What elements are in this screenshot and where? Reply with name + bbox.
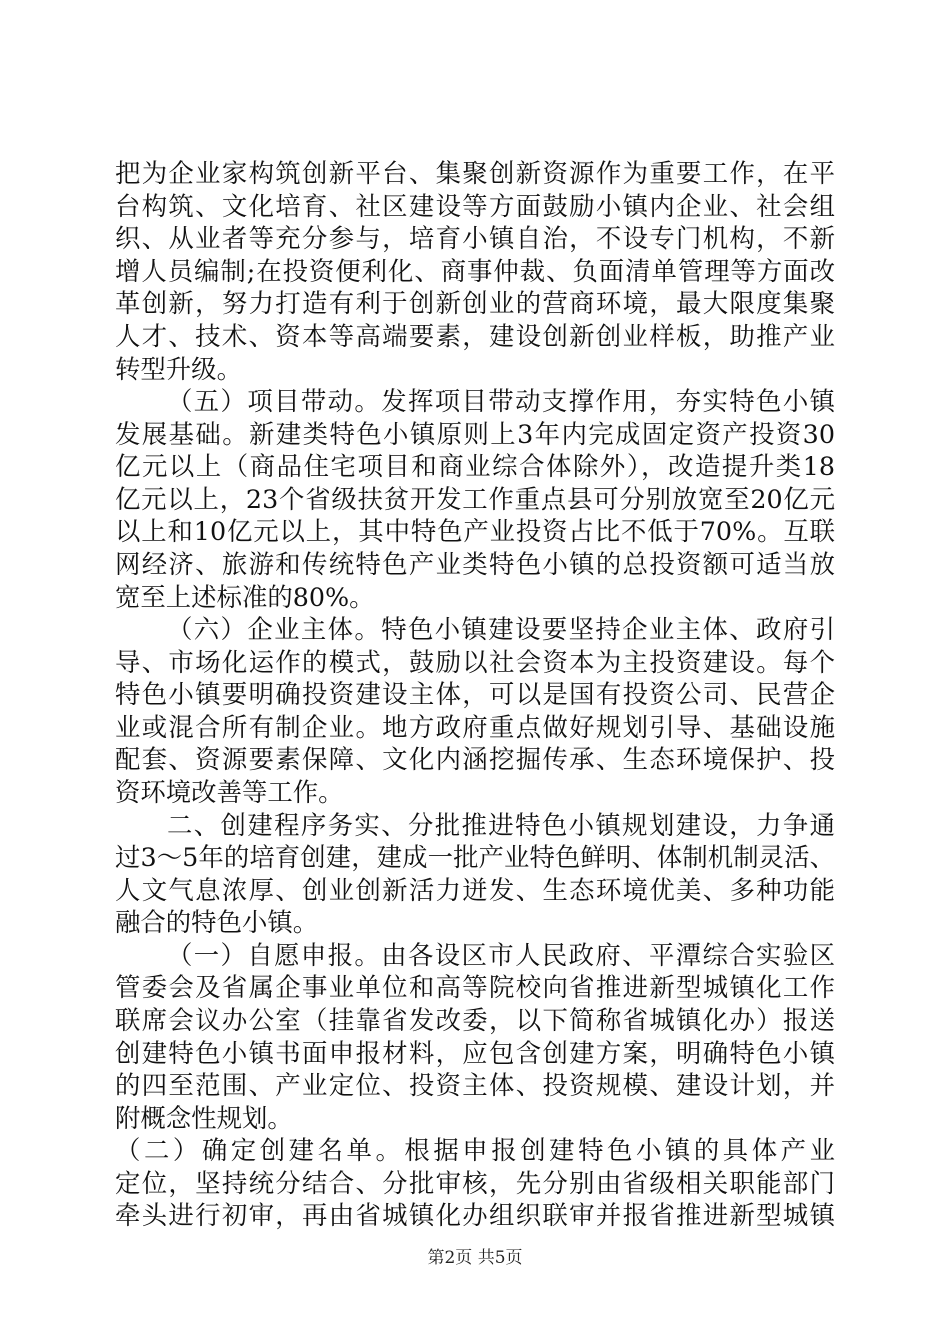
paragraph-line: 宽至上述标准的80%。 xyxy=(115,581,375,612)
paragraph-line: 融合的特色小镇。 xyxy=(115,907,319,938)
paragraph-line: 过3～5年的培育创建，建成一批产业特色鲜明、体制机制灵活、 xyxy=(115,842,835,873)
paragraph-line: 管委会及省属企事业单位和高等院校向省推进新型城镇化工作 xyxy=(115,972,835,1003)
paragraph-line: 亿元以上，23个省级扶贫开发工作重点县可分别放宽至20亿元 xyxy=(115,483,835,514)
paragraph-line: 把为企业家构筑创新平台、集聚创新资源作为重要工作，在平 xyxy=(115,158,835,188)
paragraph-line: 转型升级。 xyxy=(115,353,242,384)
paragraph-line: 联席会议办公室（挂靠省发改委，以下简称省城镇化办）报送 xyxy=(115,1005,835,1035)
paragraph-line: 发展基础。新建类特色小镇原则上3年内完成固定资产投资30 xyxy=(115,418,835,449)
paragraph-line: 的四至范围、产业定位、投资主体、投资规模、建设计划，并 xyxy=(115,1070,835,1101)
paragraph-line: 特色小镇要明确投资建设主体，可以是国有投资公司、民营企 xyxy=(115,679,835,710)
paragraph-line: 牵头进行初审，再由省城镇化办组织联审并报省推进新型城镇 xyxy=(115,1200,835,1231)
paragraph-line: （一）自愿申报。由各设区市人民政府、平潭综合实验区 xyxy=(167,939,835,970)
paragraph-line: 革创新，努力打造有利于创新创业的营商环境，最大限度集聚 xyxy=(115,288,835,319)
paragraph-line: 定位，坚持统分结合、分批审核，先分别由省级相关职能部门 xyxy=(115,1167,835,1198)
paragraph-line: （五）项目带动。发挥项目带动支撑作用，夯实特色小镇 xyxy=(167,386,835,416)
paragraph-line: 增人员编制;在投资便利化、商事仲裁、负面清单管理等方面改 xyxy=(115,255,835,286)
paragraph-line: 亿元以上（商品住宅项目和商业综合体除外），改造提升类18 xyxy=(115,451,835,482)
paragraph-line: 人才、技术、资本等高端要素，建设创新创业样板，助推产业 xyxy=(115,320,835,351)
paragraph-line: 创建特色小镇书面申报材料，应包含创建方案，明确特色小镇 xyxy=(115,1037,835,1068)
paragraph-line: 附概念性规划。 xyxy=(115,1102,293,1133)
paragraph-line: 织、从业者等充分参与，培育小镇自治，不设专门机构，不新 xyxy=(115,223,835,254)
paragraph-line: 配套、资源要素保障、文化内涵挖掘传承、生态环境保护、投 xyxy=(115,744,835,775)
paragraph-line: 人文气息浓厚、创业创新活力迸发、生态环境优美、多种功能 xyxy=(115,874,835,905)
paragraph-line: 以上和10亿元以上，其中特色产业投资占比不低于70%。互联 xyxy=(115,516,835,547)
paragraph-line: 二、创建程序务实、分批推进特色小镇规划建设，力争通 xyxy=(167,809,835,840)
paragraph-line: 资环境改善等工作。 xyxy=(115,776,344,807)
paragraph-line: 业或混合所有制企业。地方政府重点做好规划引导、基础设施 xyxy=(115,711,835,742)
paragraph-line: 网经济、旅游和传统特色产业类特色小镇的总投资额可适当放 xyxy=(115,548,835,579)
page-footer: 第2页 共5页 xyxy=(427,1248,523,1268)
paragraph-line: （六）企业主体。特色小镇建设要坚持企业主体、政府引 xyxy=(167,614,835,645)
paragraph-line: 导、市场化运作的模式，鼓励以社会资本为主投资建设。每个 xyxy=(115,646,835,677)
paragraph-line: 台构筑、文化培育、社区建设等方面鼓励小镇内企业、社会组 xyxy=(115,190,835,221)
paragraph-line: （二）确定创建名单。根据申报创建特色小镇的具体产业 xyxy=(115,1135,835,1166)
